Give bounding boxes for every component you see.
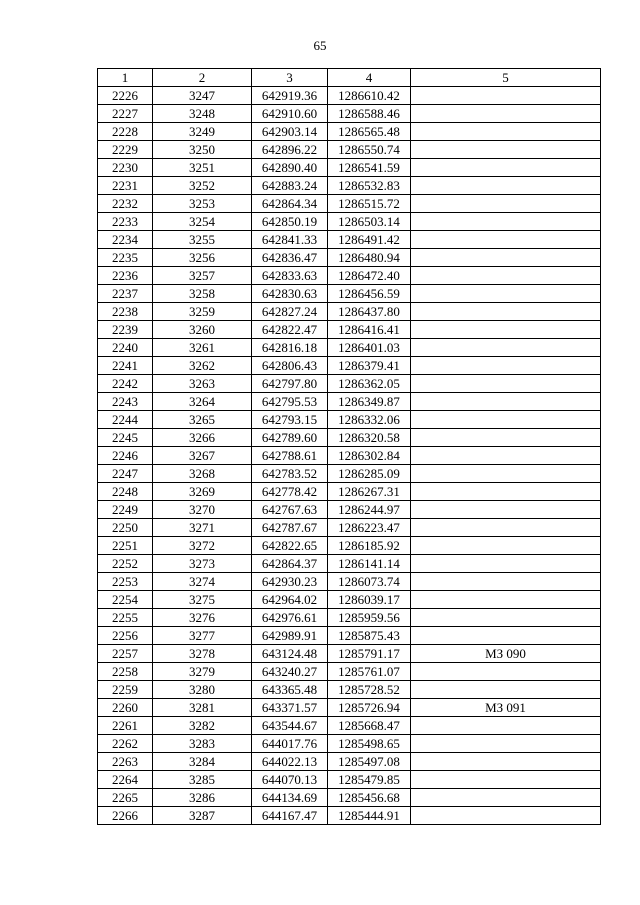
table-cell: 642822.47	[252, 321, 328, 339]
table-cell: 642783.52	[252, 465, 328, 483]
table-row	[98, 267, 601, 285]
table-cell: 3248	[153, 105, 252, 123]
table-row	[98, 699, 601, 717]
table-cell: 3281	[153, 699, 252, 717]
table-cell: 2248	[98, 483, 153, 501]
table-row	[98, 717, 601, 735]
table-cell: 643124.48	[252, 645, 328, 663]
table-cell: 3286	[153, 789, 252, 807]
table-row	[98, 609, 601, 627]
table-cell: 2259	[98, 681, 153, 699]
table-cell	[411, 771, 601, 789]
table-cell: 3257	[153, 267, 252, 285]
table-row	[98, 663, 601, 681]
table-row	[98, 555, 601, 573]
table-cell: 1286244.97	[328, 501, 411, 519]
table-cell	[411, 501, 601, 519]
table-row	[98, 501, 601, 519]
table-cell: 2237	[98, 285, 153, 303]
table-cell: 1286223.47	[328, 519, 411, 537]
table-cell: 3262	[153, 357, 252, 375]
table-cell: 642903.14	[252, 123, 328, 141]
table-row	[98, 231, 601, 249]
table-cell: 2262	[98, 735, 153, 753]
table-cell: 642787.67	[252, 519, 328, 537]
table-cell: 2254	[98, 591, 153, 609]
table-cell	[411, 789, 601, 807]
table-cell: 3266	[153, 429, 252, 447]
table-cell: 3271	[153, 519, 252, 537]
table-cell: 642919.36	[252, 87, 328, 105]
table-cell: 1286550.74	[328, 141, 411, 159]
table-cell: 3264	[153, 393, 252, 411]
table-cell: 642883.24	[252, 177, 328, 195]
table-cell: 642890.40	[252, 159, 328, 177]
table-cell: 3268	[153, 465, 252, 483]
table-cell	[411, 123, 601, 141]
table-cell: 1286565.48	[328, 123, 411, 141]
table-cell: 3274	[153, 573, 252, 591]
table-cell: 1286456.59	[328, 285, 411, 303]
table-row	[98, 771, 601, 789]
table-cell: 2235	[98, 249, 153, 267]
table-cell	[411, 159, 601, 177]
table-cell	[411, 627, 601, 645]
table-cell	[411, 177, 601, 195]
table-row	[98, 807, 601, 825]
table-cell	[411, 231, 601, 249]
table-cell: 3249	[153, 123, 252, 141]
table-cell: 1286437.80	[328, 303, 411, 321]
table-cell: 1285761.07	[328, 663, 411, 681]
table-cell: 642989.91	[252, 627, 328, 645]
table-row	[98, 573, 601, 591]
table-cell: 2244	[98, 411, 153, 429]
table-cell	[411, 339, 601, 357]
table-cell: 2261	[98, 717, 153, 735]
table-row	[98, 627, 601, 645]
table-cell: 1286515.72	[328, 195, 411, 213]
table-cell: 3278	[153, 645, 252, 663]
table-cell: 2242	[98, 375, 153, 393]
table-cell: 3279	[153, 663, 252, 681]
table-cell: 1286541.59	[328, 159, 411, 177]
table-cell: 3270	[153, 501, 252, 519]
table-cell: 2260	[98, 699, 153, 717]
table-cell: 1285791.17	[328, 645, 411, 663]
table-cell: 2234	[98, 231, 153, 249]
table-cell: 644022.13	[252, 753, 328, 771]
table-cell: 1286332.06	[328, 411, 411, 429]
table-cell	[411, 465, 601, 483]
table-cell: 1285456.68	[328, 789, 411, 807]
table-cell: 642816.18	[252, 339, 328, 357]
table-cell: 642896.22	[252, 141, 328, 159]
table-cell: МЗ 091	[411, 699, 601, 717]
table-cell: 642789.60	[252, 429, 328, 447]
table-row	[98, 285, 601, 303]
table-cell: 1286401.03	[328, 339, 411, 357]
table-cell: 3287	[153, 807, 252, 825]
table-cell: 3252	[153, 177, 252, 195]
table-row	[98, 519, 601, 537]
table-cell: 2239	[98, 321, 153, 339]
table-cell	[411, 357, 601, 375]
table-cell	[411, 807, 601, 825]
table-cell: 1285498.65	[328, 735, 411, 753]
table-row	[98, 123, 601, 141]
table-cell: 642833.63	[252, 267, 328, 285]
table-cell: 3283	[153, 735, 252, 753]
table-cell	[411, 249, 601, 267]
table-row	[98, 303, 601, 321]
table-row	[98, 645, 601, 663]
table-cell: 1286302.84	[328, 447, 411, 465]
table-cell: 2236	[98, 267, 153, 285]
table-cell: 642964.02	[252, 591, 328, 609]
table-cell: 2249	[98, 501, 153, 519]
table-cell: 642788.61	[252, 447, 328, 465]
table-cell: 1286480.94	[328, 249, 411, 267]
table-cell	[411, 537, 601, 555]
table-cell: 642910.60	[252, 105, 328, 123]
table-cell: 2250	[98, 519, 153, 537]
table-row	[98, 177, 601, 195]
table-cell: 644017.76	[252, 735, 328, 753]
table-cell: 2238	[98, 303, 153, 321]
table-cell	[411, 447, 601, 465]
table-cell: 643240.27	[252, 663, 328, 681]
table-row	[98, 789, 601, 807]
table-cell: 2245	[98, 429, 153, 447]
table-cell: 642830.63	[252, 285, 328, 303]
table-cell: 642976.61	[252, 609, 328, 627]
table-cell: 1286532.83	[328, 177, 411, 195]
table-row	[98, 393, 601, 411]
table-cell	[411, 105, 601, 123]
table-cell: 643365.48	[252, 681, 328, 699]
table-cell	[411, 555, 601, 573]
table-cell: 642850.19	[252, 213, 328, 231]
table-cell: 642822.65	[252, 537, 328, 555]
table-cell: 2263	[98, 753, 153, 771]
table-cell: 2227	[98, 105, 153, 123]
table-cell: 1285668.47	[328, 717, 411, 735]
table-row	[98, 339, 601, 357]
table-cell	[411, 429, 601, 447]
table-cell: 642795.53	[252, 393, 328, 411]
table-row	[98, 357, 601, 375]
table-cell: 1286185.92	[328, 537, 411, 555]
table-cell: 2258	[98, 663, 153, 681]
table-cell: 1285728.52	[328, 681, 411, 699]
table-cell: 1286320.58	[328, 429, 411, 447]
table-cell: 1285497.08	[328, 753, 411, 771]
table-cell: 3280	[153, 681, 252, 699]
table-cell: 1286379.41	[328, 357, 411, 375]
table-cell: 643544.67	[252, 717, 328, 735]
table-cell: 1285726.94	[328, 699, 411, 717]
table-cell: 1286416.41	[328, 321, 411, 339]
table-cell	[411, 753, 601, 771]
table-cell: 2241	[98, 357, 153, 375]
table-cell: 1286141.14	[328, 555, 411, 573]
table-cell: 3250	[153, 141, 252, 159]
table-row	[98, 411, 601, 429]
table-cell: 643371.57	[252, 699, 328, 717]
page-number: 65	[313, 38, 327, 53]
table-cell: 1286491.42	[328, 231, 411, 249]
table-cell	[411, 411, 601, 429]
table-row	[98, 483, 601, 501]
table-cell	[411, 303, 601, 321]
table-cell: 3256	[153, 249, 252, 267]
table-row	[98, 249, 601, 267]
table-cell: 642778.42	[252, 483, 328, 501]
table-row	[98, 195, 601, 213]
table-cell: 3272	[153, 537, 252, 555]
table-row	[98, 213, 601, 231]
column-header: 1	[98, 69, 153, 87]
table-cell	[411, 681, 601, 699]
table-cell	[411, 375, 601, 393]
table-cell: 2233	[98, 213, 153, 231]
table-cell: 2253	[98, 573, 153, 591]
table-cell	[411, 213, 601, 231]
table-cell	[411, 573, 601, 591]
table-cell: 1286503.14	[328, 213, 411, 231]
table-cell: 642864.34	[252, 195, 328, 213]
table-row	[98, 591, 601, 609]
table-cell: 2266	[98, 807, 153, 825]
table-cell: 3259	[153, 303, 252, 321]
table-body	[98, 87, 601, 825]
table-cell: МЗ 090	[411, 645, 601, 663]
table-cell: 3275	[153, 591, 252, 609]
table-cell: 2247	[98, 465, 153, 483]
table-cell: 3284	[153, 753, 252, 771]
table-cell: 642864.37	[252, 555, 328, 573]
table-cell	[411, 285, 601, 303]
table-cell: 2231	[98, 177, 153, 195]
table-cell: 2226	[98, 87, 153, 105]
table-cell: 1286267.31	[328, 483, 411, 501]
table-cell: 1285444.91	[328, 807, 411, 825]
table-cell	[411, 717, 601, 735]
table-cell: 2251	[98, 537, 153, 555]
table-cell: 642806.43	[252, 357, 328, 375]
table-cell	[411, 321, 601, 339]
table-row	[98, 681, 601, 699]
table-cell: 3255	[153, 231, 252, 249]
table-cell	[411, 483, 601, 501]
column-header: 2	[153, 69, 252, 87]
column-header: 3	[252, 69, 328, 87]
table-cell: 642836.47	[252, 249, 328, 267]
table-cell: 3261	[153, 339, 252, 357]
table-cell: 3282	[153, 717, 252, 735]
table-row	[98, 429, 601, 447]
table-cell: 3251	[153, 159, 252, 177]
coordinates-table	[97, 68, 601, 825]
table-cell	[411, 609, 601, 627]
table-cell: 644134.69	[252, 789, 328, 807]
table-cell: 1286610.42	[328, 87, 411, 105]
column-header: 5	[411, 69, 601, 87]
table-cell: 1286039.17	[328, 591, 411, 609]
table-row	[98, 159, 601, 177]
table-row	[98, 105, 601, 123]
table-cell: 1286285.09	[328, 465, 411, 483]
table-cell: 1285875.43	[328, 627, 411, 645]
table-cell: 2246	[98, 447, 153, 465]
table-row	[98, 87, 601, 105]
table-cell: 2255	[98, 609, 153, 627]
table-cell: 642767.63	[252, 501, 328, 519]
table-cell: 3277	[153, 627, 252, 645]
table-cell: 1285479.85	[328, 771, 411, 789]
table-row	[98, 465, 601, 483]
table-cell: 642793.15	[252, 411, 328, 429]
table-cell: 3267	[153, 447, 252, 465]
table-cell: 3260	[153, 321, 252, 339]
table-cell: 3254	[153, 213, 252, 231]
table-cell: 2228	[98, 123, 153, 141]
table-cell: 3273	[153, 555, 252, 573]
table-header-row	[98, 69, 601, 87]
table-cell: 642797.80	[252, 375, 328, 393]
table-row	[98, 735, 601, 753]
table-cell	[411, 519, 601, 537]
table-cell	[411, 591, 601, 609]
table-cell: 642841.33	[252, 231, 328, 249]
table-cell: 2232	[98, 195, 153, 213]
table-cell: 3276	[153, 609, 252, 627]
table-cell: 3253	[153, 195, 252, 213]
table-row	[98, 537, 601, 555]
table-row	[98, 753, 601, 771]
table-cell: 2243	[98, 393, 153, 411]
table-cell: 2252	[98, 555, 153, 573]
table-cell	[411, 393, 601, 411]
table-cell: 1286588.46	[328, 105, 411, 123]
table-cell: 642827.24	[252, 303, 328, 321]
table-cell: 2230	[98, 159, 153, 177]
table-row	[98, 375, 601, 393]
table-cell: 3269	[153, 483, 252, 501]
table-cell: 3247	[153, 87, 252, 105]
table-cell: 644070.13	[252, 771, 328, 789]
table-cell: 2257	[98, 645, 153, 663]
table-cell: 2264	[98, 771, 153, 789]
table-cell: 2265	[98, 789, 153, 807]
table-cell: 2240	[98, 339, 153, 357]
table-cell: 2229	[98, 141, 153, 159]
table-cell	[411, 141, 601, 159]
table-row	[98, 141, 601, 159]
table-cell: 1286472.40	[328, 267, 411, 285]
table-cell	[411, 195, 601, 213]
table-cell	[411, 87, 601, 105]
table-cell: 644167.47	[252, 807, 328, 825]
table-cell: 3285	[153, 771, 252, 789]
table-cell: 3258	[153, 285, 252, 303]
table-cell	[411, 735, 601, 753]
table-cell: 2256	[98, 627, 153, 645]
table-cell: 3265	[153, 411, 252, 429]
table-row	[98, 447, 601, 465]
table-cell: 1286073.74	[328, 573, 411, 591]
table-cell	[411, 267, 601, 285]
column-header: 4	[328, 69, 411, 87]
table-cell: 642930.23	[252, 573, 328, 591]
table-cell: 1286362.05	[328, 375, 411, 393]
table-cell	[411, 663, 601, 681]
table-cell: 1286349.87	[328, 393, 411, 411]
table-cell: 1285959.56	[328, 609, 411, 627]
table-row	[98, 321, 601, 339]
table-cell: 3263	[153, 375, 252, 393]
